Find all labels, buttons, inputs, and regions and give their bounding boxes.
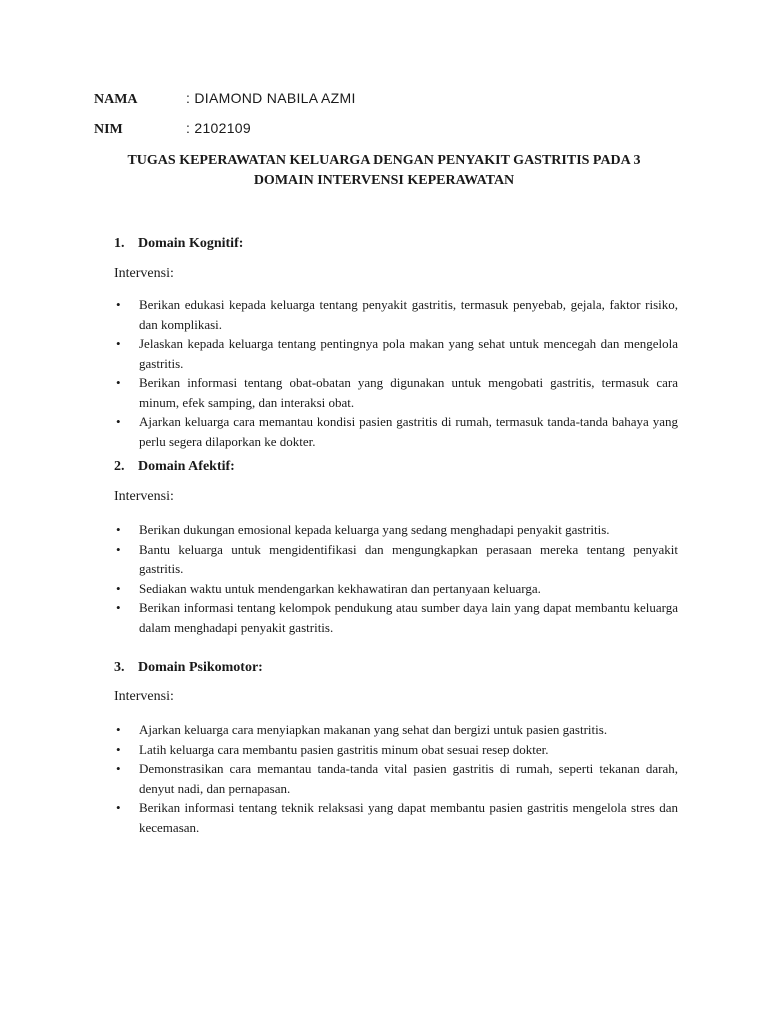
nim-row — [94, 119, 251, 139]
list-item-text: Jelaskan kepada keluarga tentang pentingnya pola makan yang sehat untuk mencegah dan mengelola gastritis. — [139, 336, 678, 371]
list-item — [114, 295, 678, 334]
bullet-icon: • — [116, 414, 121, 429]
list-item — [114, 759, 678, 798]
list-item-text: Berikan informasi tentang obat-obatan yang digunakan untuk mengobati gastritis, termasuk cara minum, efek samping, dan interaksi obat. — [139, 375, 678, 410]
list-item-text: Ajarkan keluarga cara memantau kondisi pasien gastritis di rumah, termasuk tanda-tanda bahaya yang perlu segera dilaporkan ke dokter. — [139, 414, 678, 449]
bullet-icon: • — [116, 375, 121, 390]
document-title — [84, 151, 684, 191]
section-number: 2. — [114, 459, 125, 474]
intervensi-label-afektif: Intervensi: — [114, 489, 174, 504]
section-heading-afektif — [114, 458, 235, 476]
section-title: Domain Kognitif: — [138, 236, 244, 251]
list-item — [114, 798, 678, 837]
nim-label: NIM — [94, 122, 123, 137]
bullet-icon: • — [116, 761, 121, 776]
intervensi-label-psikomotor: Intervensi: — [114, 689, 174, 704]
list-item — [114, 334, 678, 373]
section-heading-kognitif — [114, 235, 243, 253]
list-item-text: Berikan dukungan emosional kepada keluarga yang sedang menghadapi penyakit gastritis. — [139, 522, 610, 537]
section-title: Domain Psikomotor: — [138, 660, 263, 675]
section-number: 3. — [114, 660, 125, 675]
section-number: 1. — [114, 236, 125, 251]
list-item — [114, 598, 678, 637]
bullet-icon: • — [116, 541, 121, 557]
bullet-icon: • — [116, 600, 121, 615]
list-item — [114, 520, 678, 540]
section-title: Domain Afektif: — [138, 459, 235, 474]
name-row — [94, 89, 356, 109]
section-heading-psikomotor — [114, 659, 263, 677]
list-item-text: Sediakan waktu untuk mendengarkan kekhawatiran dan pertanyaan keluarga. — [139, 580, 541, 596]
bullet-icon: • — [116, 522, 121, 537]
list-item — [114, 373, 678, 412]
list-item-text: Berikan edukasi kepada keluarga tentang penyakit gastritis, termasuk penyebab, gejala, faktor risiko, dan komplikasi. — [139, 297, 678, 332]
bullet-list-psikomotor — [114, 720, 678, 837]
bullet-icon: • — [116, 722, 121, 737]
list-item-text: Bantu keluarga untuk mengidentifikasi dan mengungkapkan perasaan mereka tentang penyakit gastritis. — [139, 541, 678, 576]
list-item-text: Berikan informasi tentang teknik relaksasi yang dapat membantu pasien gastritis mengelola stres dan kecemasan. — [139, 800, 678, 835]
bullet-icon: • — [116, 336, 121, 351]
list-item — [114, 412, 678, 451]
bullet-list-kognitif — [114, 295, 678, 451]
bullet-icon: • — [116, 800, 121, 815]
list-item — [114, 720, 678, 740]
title-line-2: DOMAIN INTERVENSI KEPERAWATAN — [253, 173, 515, 188]
nim-value: : 2102109 — [186, 120, 251, 136]
intervensi-label-kognitif: Intervensi: — [114, 266, 174, 281]
list-item — [114, 740, 678, 760]
list-item-text: Berikan informasi tentang kelompok pendukung atau sumber daya lain yang dapat membantu keluarga dalam menghadapi penyakit gastritis. — [139, 600, 678, 635]
bullet-list-afektif — [114, 520, 678, 637]
name-value: : DIAMOND NABILA AZMI — [186, 90, 356, 106]
list-item — [114, 540, 678, 579]
bullet-icon: • — [116, 741, 121, 757]
title-line-1: TUGAS KEPERAWATAN KELUARGA DENGAN PENYAKIT GASTRITIS PADA 3 — [127, 153, 641, 168]
bullet-icon: • — [116, 297, 121, 312]
list-item-text: Demonstrasikan cara memantau tanda-tanda vital pasien gastritis di rumah, seperti tekanan darah, denyut nadi, dan pernapasan. — [139, 761, 678, 796]
list-item-text: Latih keluarga cara membantu pasien gastritis minum obat sesuai resep dokter. — [139, 741, 549, 757]
list-item-text: Ajarkan keluarga cara menyiapkan makanan yang sehat dan bergizi untuk pasien gastritis. — [139, 722, 608, 737]
name-label: NAMA — [94, 92, 138, 107]
list-item — [114, 579, 678, 599]
bullet-icon: • — [116, 580, 121, 596]
